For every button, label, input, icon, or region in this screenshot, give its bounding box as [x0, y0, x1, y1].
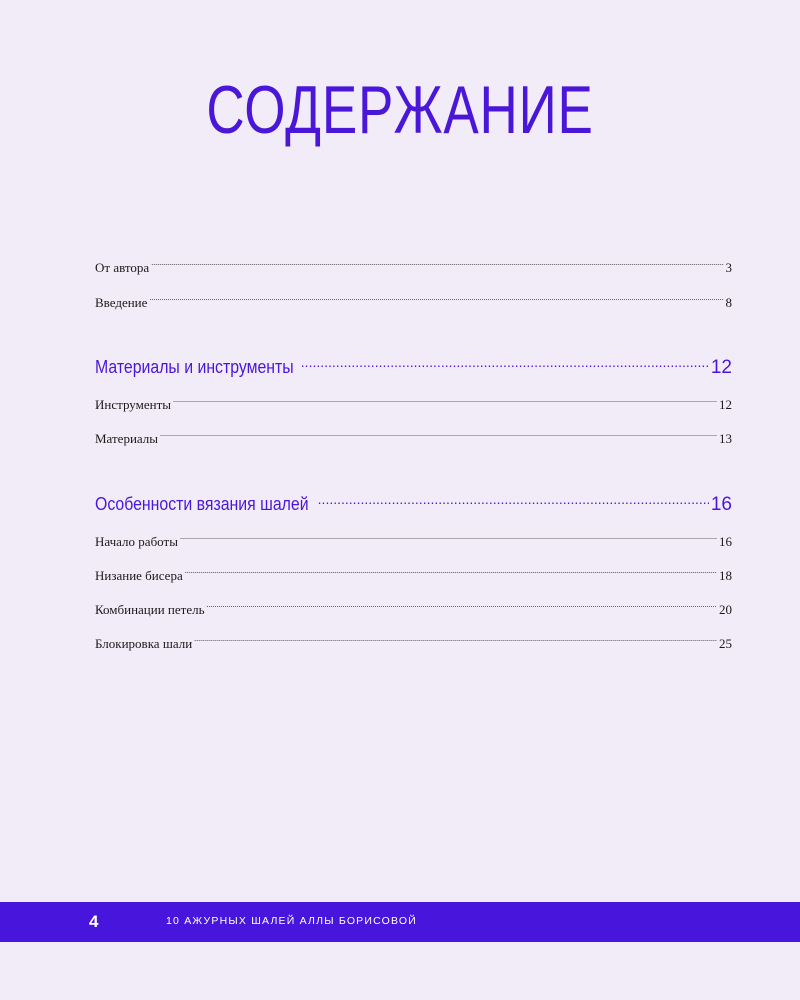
toc-leader-dots — [207, 601, 717, 614]
toc-entry-label: Введение — [95, 295, 148, 310]
toc-entry-label: Материалы — [95, 431, 159, 446]
footer-book-title: 10 АЖУРНЫХ ШАЛЕЙ АЛЛЫ БОРИСОВОЙ — [166, 915, 418, 927]
toc-entry-label: Начало работы — [95, 534, 178, 549]
page-title: СОДЕРЖАНИЕ — [206, 72, 594, 148]
toc-entry-from-author[interactable] — [95, 259, 732, 276]
toc-entry-label: Блокировка шали — [95, 636, 193, 651]
toc-leader-dots — [185, 567, 717, 580]
toc-entry-page: 25 — [719, 636, 732, 651]
toc-entry-label: Низание бисера — [95, 568, 183, 583]
toc-entry-page: 16 — [719, 534, 732, 549]
toc-leader-dots — [151, 259, 723, 272]
toc-entry-label: Комбинации петель — [95, 602, 205, 617]
toc-entry-page: 8 — [725, 295, 732, 310]
toc-entry-page: 3 — [725, 260, 732, 275]
toc-section-label: Материалы и инструменты — [95, 357, 294, 377]
toc-entry-page: 20 — [719, 602, 732, 617]
toc-section-knitting-features[interactable] — [95, 492, 732, 516]
toc-entry-page: 18 — [719, 568, 732, 583]
toc-leader-dots — [180, 533, 717, 546]
toc-entry-page: 12 — [719, 397, 732, 412]
toc-entry-getting-started[interactable] — [95, 533, 732, 550]
toc-entry-blocking[interactable] — [95, 635, 732, 652]
toc-entry-beading[interactable] — [95, 567, 732, 584]
toc-entry-label: Инструменты — [95, 397, 171, 412]
toc-section-page: 16 — [710, 494, 732, 515]
toc-entry-introduction[interactable] — [95, 294, 732, 311]
toc-leader-dots — [173, 396, 717, 409]
toc-leader-dots — [149, 294, 723, 307]
footer-page-number: 4 — [89, 912, 99, 931]
toc-leader-dots — [318, 492, 709, 510]
toc-section-materials-tools[interactable] — [95, 355, 732, 379]
toc-entry-materials[interactable] — [95, 430, 732, 447]
toc-leader-dots — [301, 355, 709, 373]
toc-leader-dots — [194, 635, 717, 648]
toc-entry-page: 13 — [719, 431, 732, 446]
toc-entry-tools[interactable] — [95, 396, 732, 413]
toc-entry-stitch-combinations[interactable] — [95, 601, 732, 618]
toc-entry-label: От автора — [95, 260, 150, 275]
footer-bar — [0, 902, 800, 942]
toc-section-page: 12 — [710, 357, 732, 378]
toc-section-label: Особенности вязания шалей — [95, 494, 309, 514]
toc-leader-dots — [160, 430, 717, 443]
